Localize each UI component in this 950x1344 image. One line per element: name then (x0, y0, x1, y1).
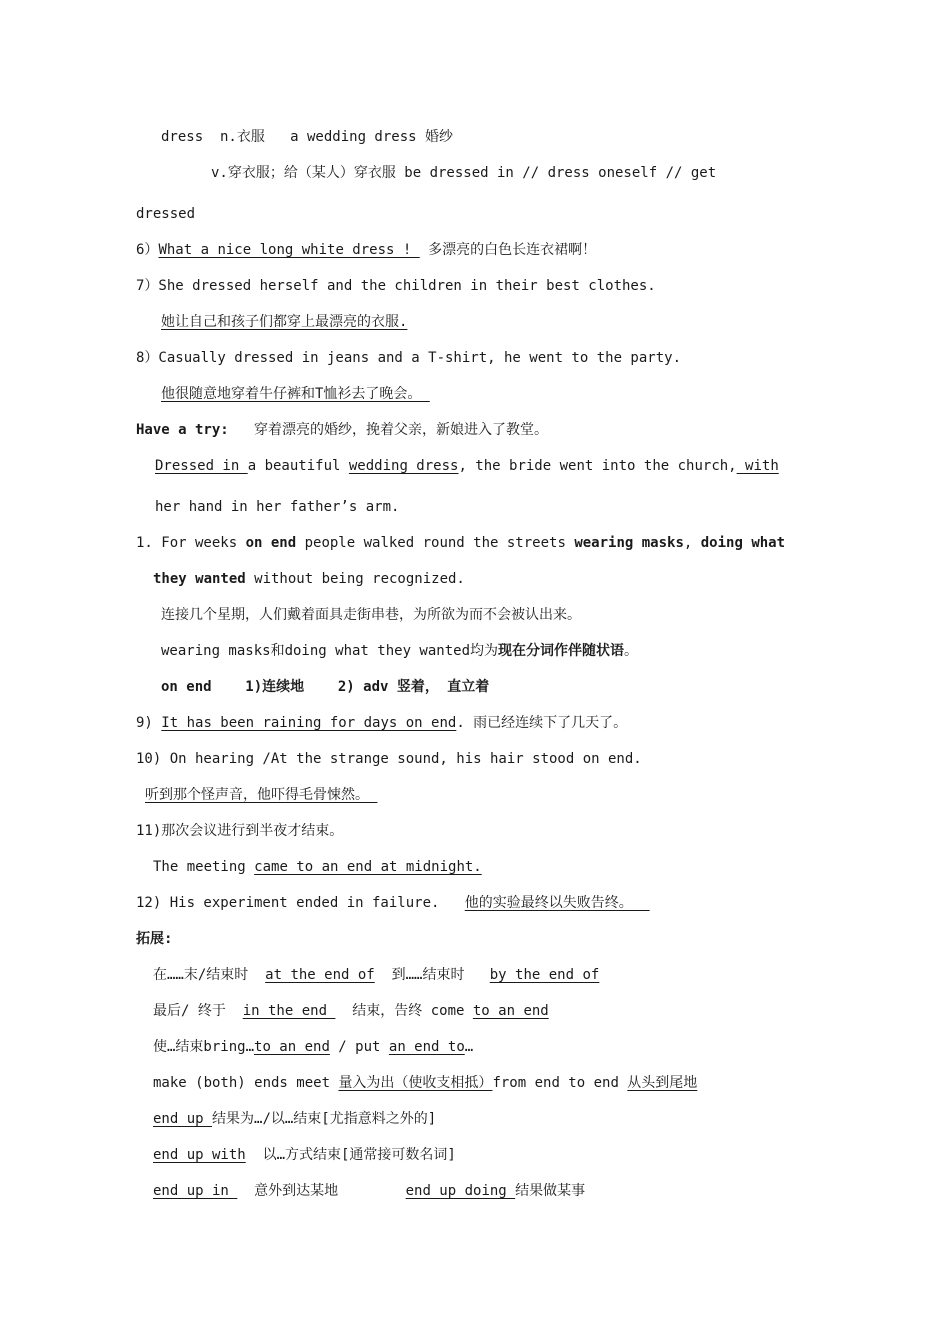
example-8: 8）Casually dressed in jeans and a T-shirt, he went to the party. (136, 350, 682, 366)
example-9: 9) It has been raining for days on end. 雨已经连续下了几天了。 (136, 715, 628, 731)
extension-heading: 拓展: (136, 931, 173, 947)
extension-row-7: end up in 意外到达某地 end up doing 结果做某事 (153, 1183, 586, 1199)
dress-verb-line-cont: dressed (136, 206, 196, 222)
example-7-translation: 她让自己和孩子们都穿上最漂亮的衣服. (161, 314, 408, 330)
example-10: 10) On hearing /At the strange sound, his hair stood on end. (136, 751, 642, 767)
example-6: 6）What a nice long white dress ! 多漂亮的白色长连衣裙啊！ (136, 242, 597, 258)
example-10-translation: 听到那个怪声音，他吓得毛骨悚然。 (145, 787, 378, 803)
have-a-try-answer: Dressed in a beautiful wedding dress, the bride went into the church, with (155, 458, 779, 474)
example-11-answer: The meeting came to an end at midnight. (153, 859, 482, 875)
extension-row-4: make (both) ends meet 量入为出（使收支相抵）from end to end 从头到尾地 (153, 1075, 698, 1091)
extension-row-6: end up with 以…方式结束[通常接可数名词] (153, 1147, 456, 1163)
example-11: 11)那次会议进行到半夜才结束。 (136, 823, 344, 839)
example-12: 12) His experiment ended in failure. 他的实验最终以失败告终。 (136, 895, 650, 911)
example-7: 7）She dressed herself and the children in their best clothes. (136, 278, 656, 294)
example-8-translation: 他很随意地穿着牛仔裤和T恤衫去了晚会。 (161, 386, 430, 402)
sentence-1: 1. For weeks on end people walked round the streets wearing masks, doing what (136, 535, 786, 551)
extension-row-1: 在……末/结束时 at the end of 到……结束时 by the end of (153, 967, 600, 983)
on-end-meanings: on end 1)连续地 2) adv 竖着， 直立着 (161, 679, 490, 695)
extension-row-3: 使…结束bring…to an end / put an end to… (153, 1039, 474, 1055)
dress-verb-line: v.穿衣服；给（某人）穿衣服 be dressed in // dress oneself // get (211, 165, 717, 181)
have-a-try-answer-cont: her hand in her father’s arm. (155, 499, 400, 515)
dress-noun-line: dress n.衣服 a wedding dress 婚纱 (161, 129, 454, 145)
have-a-try: Have a try: 穿着漂亮的婚纱，挽着父亲，新娘进入了教堂。 (136, 422, 549, 438)
sentence-1-translation: 连接几个星期，人们戴着面具走街串巷，为所欲为而不会被认出来。 (161, 607, 581, 623)
extension-row-5: end up 结果为…/以…结束[尤指意料之外的] (153, 1111, 437, 1127)
sentence-1-cont: they wanted without being recognized. (153, 571, 465, 587)
grammar-note: wearing masks和doing what they wanted均为现在分词作伴随状语。 (161, 643, 639, 659)
extension-row-2: 最后/ 终于 in the end 结束，告终 come to an end (153, 1003, 549, 1019)
